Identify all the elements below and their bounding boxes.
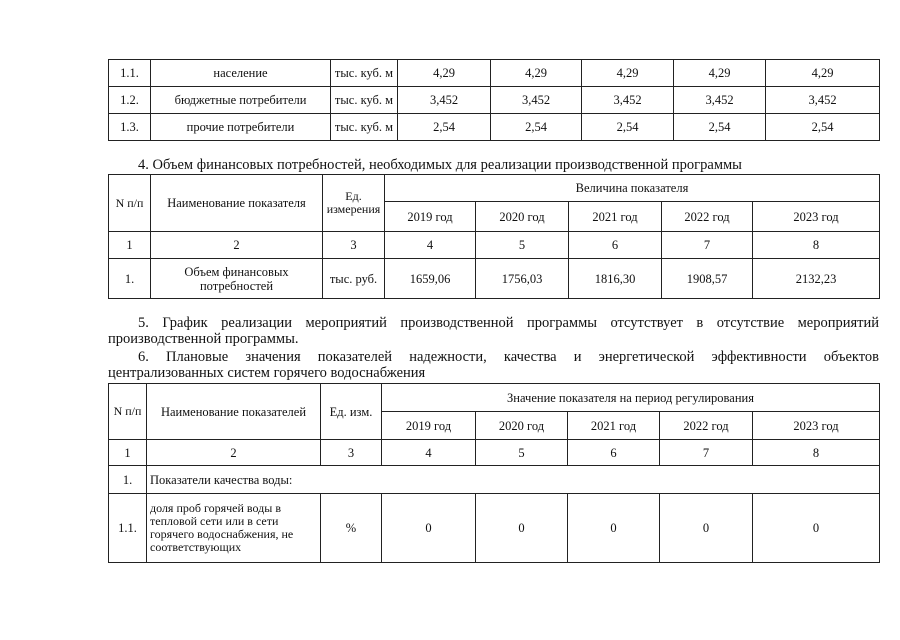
column-number: 3 [323,232,385,259]
year-header: 2019 год [385,202,476,232]
column-number: 1 [109,232,151,259]
row-num: 1.2. [109,87,151,114]
table-row [109,60,880,87]
row-num: 1.1. [109,60,151,87]
column-number: 7 [660,440,753,466]
row-name: прочие потребители [151,114,331,141]
row-value: 3,452 [582,87,674,114]
row-value: 4,29 [582,60,674,87]
row-num: 1.1. [109,494,147,563]
year-header: 2023 год [753,412,880,440]
row-value: 3,452 [674,87,766,114]
column-number: 7 [662,232,753,259]
row-num: 1. [109,259,151,299]
column-number: 5 [476,232,569,259]
row-value: 0 [753,494,880,563]
row-value: 2132,23 [753,259,880,299]
paragraph-5-line2: производственной программы. [108,331,299,347]
column-number: 8 [753,440,880,466]
row-value: 2,54 [766,114,880,141]
row-value: 2,54 [398,114,491,141]
row-value: 3,452 [398,87,491,114]
row-value: 4,29 [491,60,582,87]
paragraph-6-line1: 6. Плановые значения показателей надежности, качества и энергетической эффективности объектов [138,349,879,365]
row-value: 4,29 [398,60,491,87]
paragraph-5-line1: 5. График реализации мероприятий производственной программы отсутствует в отсутствие мероприятий [138,315,879,331]
row-value: 4,29 [766,60,880,87]
row-unit: % [321,494,382,563]
financial-needs-table [108,174,880,299]
row-num: 1.3. [109,114,151,141]
column-number: 6 [568,440,660,466]
row-value: 4,29 [674,60,766,87]
column-number: 3 [321,440,382,466]
column-number: 1 [109,440,147,466]
header-name: Наименование показателей [147,384,321,440]
row-unit: тыс. куб. м [331,87,398,114]
row-value: 3,452 [766,87,880,114]
column-number: 2 [151,232,323,259]
row-value: 1659,06 [385,259,476,299]
header-num: N п/п [109,384,147,440]
section-row-num: 1. [109,466,147,494]
consumption-table-body [109,60,880,141]
column-number: 8 [753,232,880,259]
row-value: 1908,57 [662,259,753,299]
row-unit: тыс. куб. м [331,60,398,87]
row-value: 1816,30 [569,259,662,299]
section-row-label: Показатели качества воды: [147,466,880,494]
header-unit: Ед. изм. [321,384,382,440]
column-number: 4 [385,232,476,259]
row-name: Объем финансовых потребностей [151,259,323,299]
row-name: доля проб горячей воды в тепловой сети или в сети горячего водоснабжения, не соответствующих [147,494,321,563]
year-header: 2021 год [569,202,662,232]
section-4-heading: 4. Объем финансовых потребностей, необходимых для реализации производственной программы [138,157,742,173]
row-value: 0 [660,494,753,563]
row-value: 0 [382,494,476,563]
table-row [109,114,880,141]
column-number: 2 [147,440,321,466]
quality-indicators-table [108,383,880,563]
header-unit: Ед. измерения [323,175,385,232]
header-num: N п/п [109,175,151,232]
column-number: 5 [476,440,568,466]
year-header: 2022 год [662,202,753,232]
row-value: 3,452 [491,87,582,114]
row-value: 2,54 [674,114,766,141]
header-value: Значение показателя на период регулирования [382,384,880,412]
row-value: 0 [476,494,568,563]
paragraph-6-line2: централизованных систем горячего водоснабжения [108,365,426,381]
consumption-table [108,59,880,141]
year-header: 2023 год [753,202,880,232]
year-header: 2019 год [382,412,476,440]
row-name: население [151,60,331,87]
row-name: бюджетные потребители [151,87,331,114]
table-row [109,87,880,114]
row-unit: тыс. руб. [323,259,385,299]
year-header: 2022 год [660,412,753,440]
year-header: 2020 год [476,412,568,440]
header-name: Наименование показателя [151,175,323,232]
row-value: 2,54 [491,114,582,141]
row-unit: тыс. куб. м [331,114,398,141]
row-value: 0 [568,494,660,563]
column-number: 4 [382,440,476,466]
header-value: Величина показателя [385,175,880,202]
year-header: 2021 год [568,412,660,440]
year-header: 2020 год [476,202,569,232]
row-value: 2,54 [582,114,674,141]
column-number: 6 [569,232,662,259]
row-value: 1756,03 [476,259,569,299]
